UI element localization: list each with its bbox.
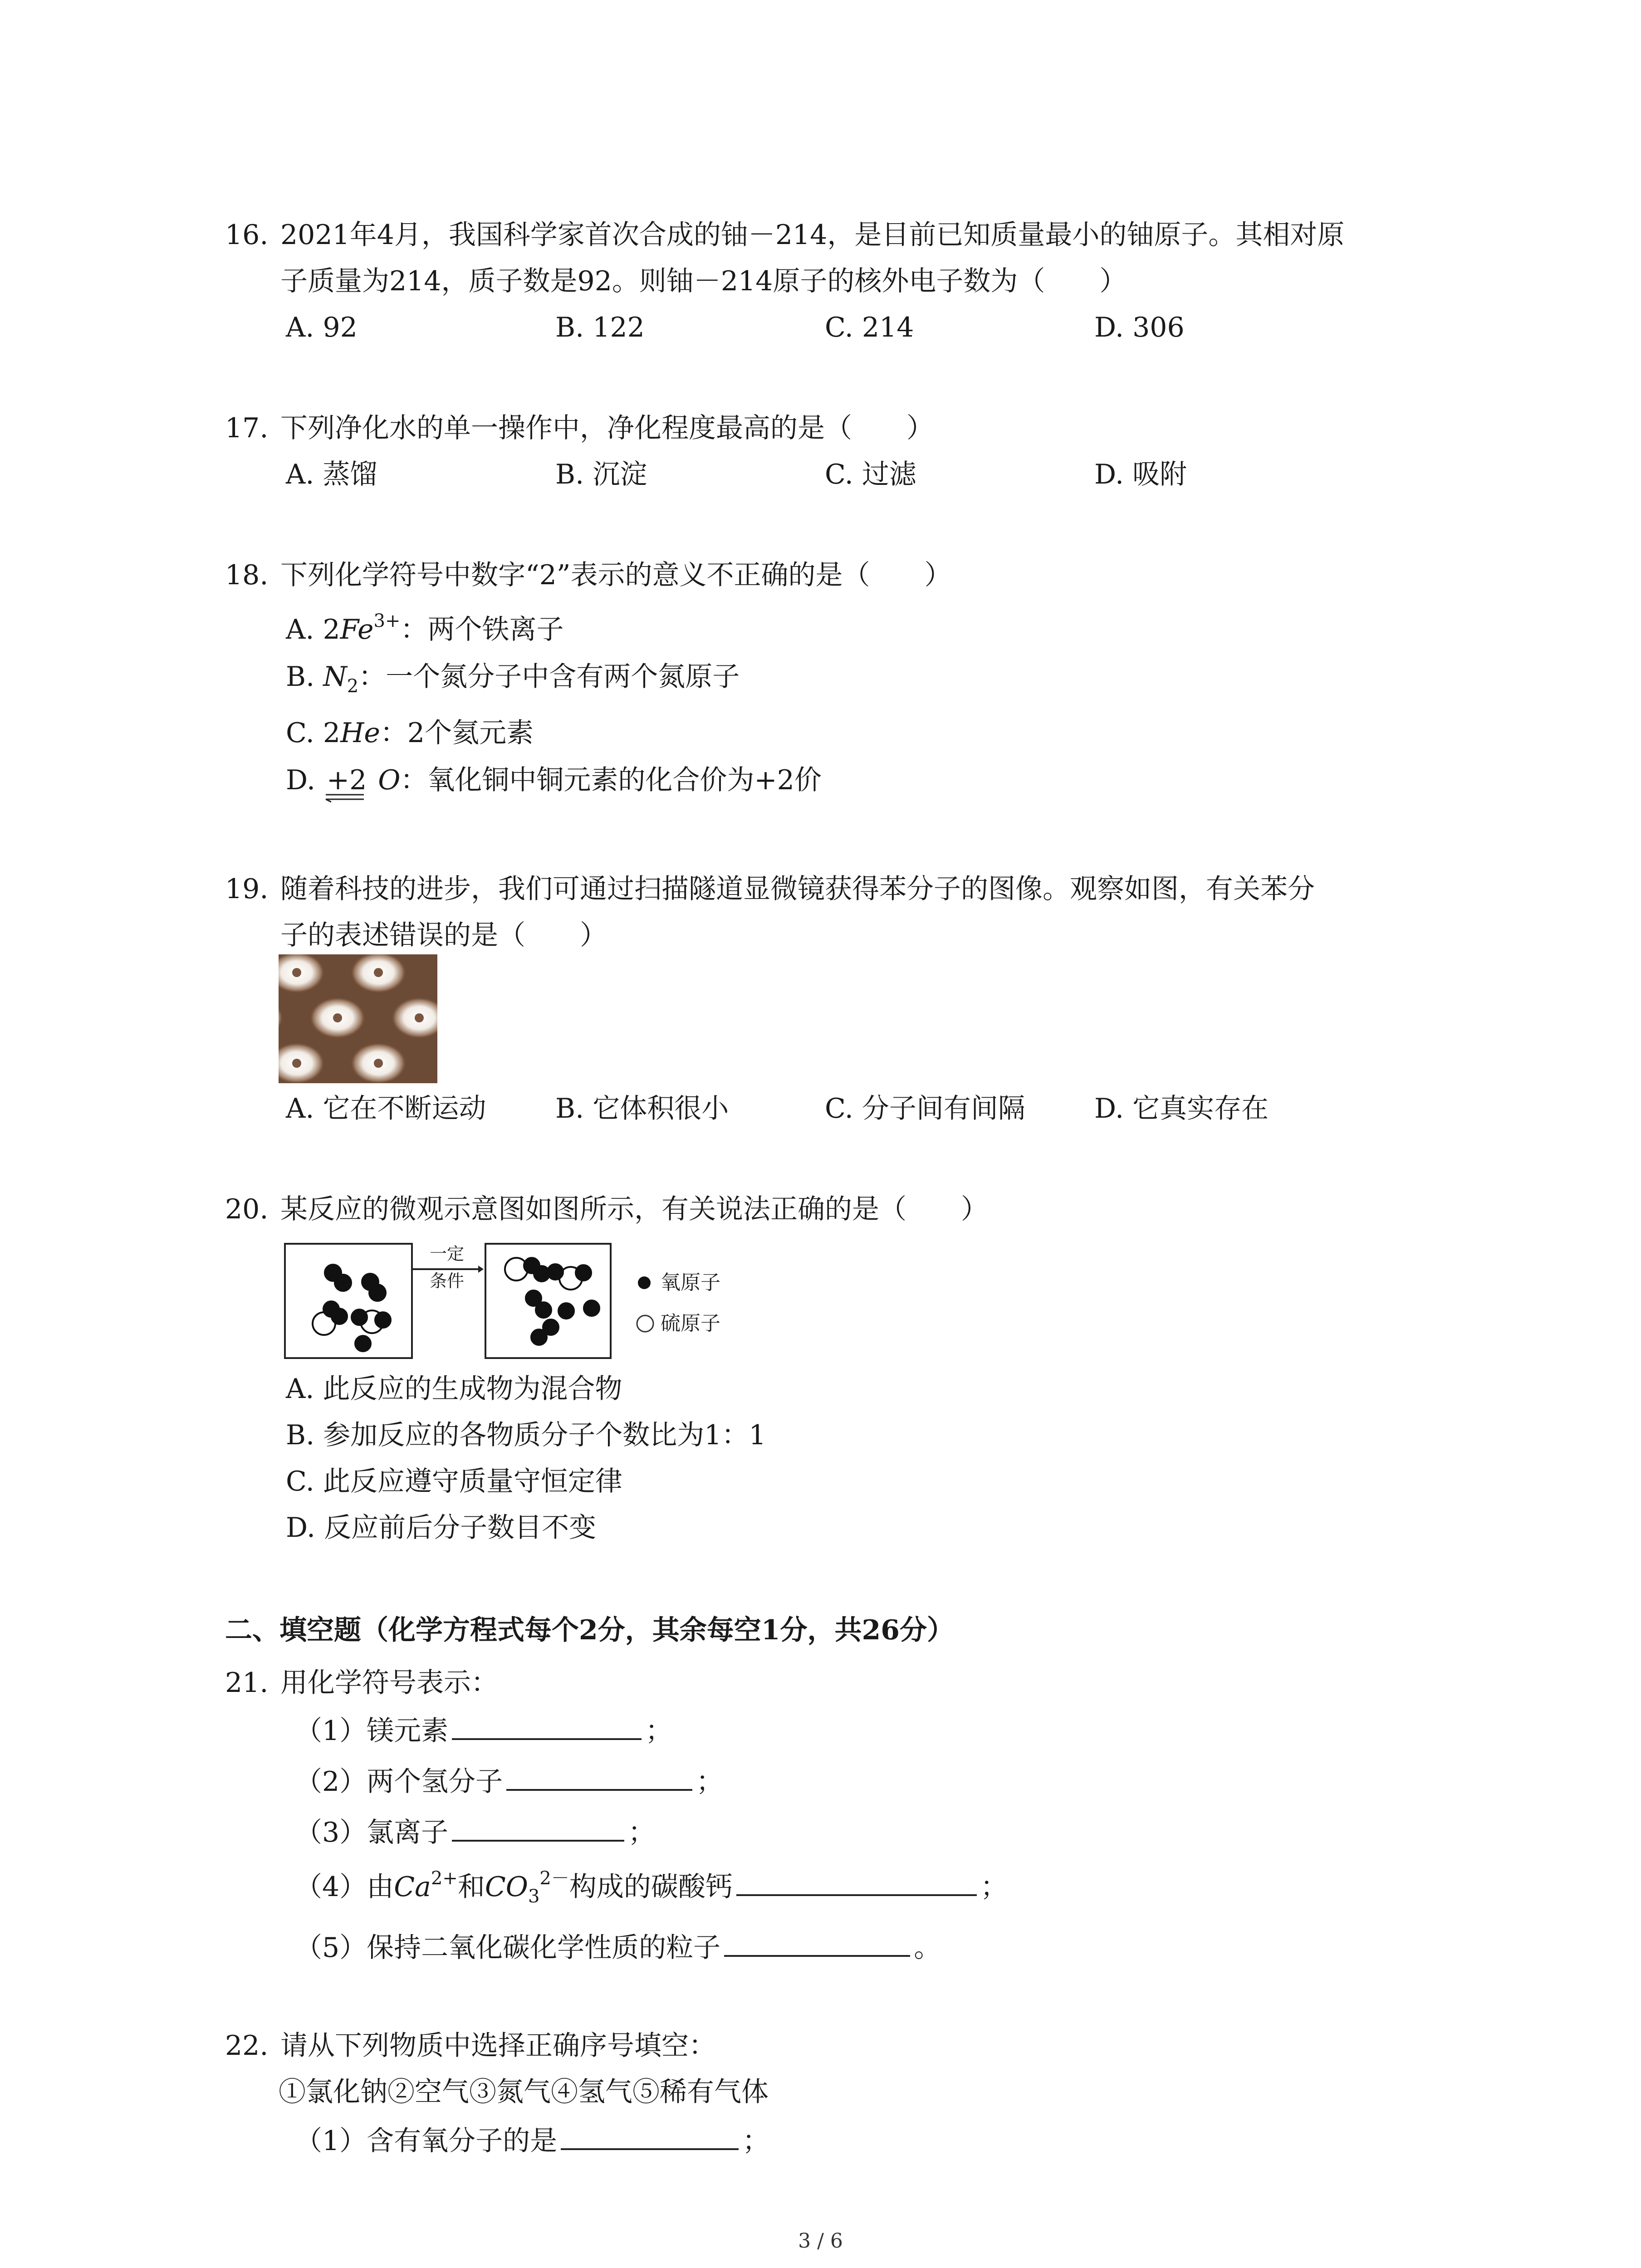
- product-molecules: [486, 1245, 610, 1357]
- q20-text: 某反应的微观示意图如图所示，有关说法正确的是（ ）: [280, 1193, 988, 1225]
- q17-option-d: D. 吸附: [1094, 459, 1187, 490]
- q18-c-prefix: C. 2: [286, 717, 341, 749]
- q21-sub-4: [295, 1867, 1008, 1905]
- q21-s2-blank[interactable]: [506, 1762, 692, 1791]
- q21-s3-label: （3）氯离子: [295, 1817, 449, 1848]
- section-2-heading: 二、填空题（化学方程式每个2分，其余每空1分，共26分）: [225, 1614, 954, 1646]
- q21-number: 21.: [225, 1667, 269, 1699]
- q21-s4-calcium-charge: 2+: [431, 1868, 458, 1889]
- q16-option-b: B. 122: [555, 312, 645, 343]
- q17-text: 下列净化水的单一操作中，净化程度最高的是（ ）: [280, 412, 934, 444]
- q22-s1-blank[interactable]: [561, 2121, 739, 2150]
- reactant-box: [284, 1243, 413, 1359]
- q18-d-valence-value: +2: [326, 764, 367, 796]
- q18-d-symbol: O: [378, 764, 401, 796]
- q20-option-a: A. 此反应的生成物为混合物: [286, 1373, 622, 1405]
- q18-a-charge: 3+: [373, 611, 401, 631]
- q19-option-d: D. 它真实存在: [1094, 1093, 1269, 1124]
- q18-b-subscript: 2: [347, 676, 359, 697]
- reactant-molecules: [286, 1245, 411, 1357]
- double-arrow-icon: [325, 792, 366, 803]
- q22-sub-1: [295, 2121, 769, 2159]
- q21-s4-carbonate-charge: 2－: [539, 1868, 569, 1889]
- q18-a-prefix: A. 2: [286, 614, 340, 645]
- q21-s5-blank[interactable]: [724, 1928, 910, 1957]
- q22-s1-label: （1）含有氧分子的是: [295, 2125, 558, 2157]
- q18-c-text: ：2个氦元素: [380, 717, 534, 749]
- q18-d-prefix: D.: [286, 764, 324, 796]
- q21-s1-label: （1）镁元素: [295, 1715, 449, 1747]
- q19-option-b: B. 它体积很小: [555, 1093, 729, 1124]
- q21-s1-blank[interactable]: [452, 1711, 642, 1740]
- q20-option-c: C. 此反应遵守质量守恒定律: [286, 1466, 622, 1497]
- q21-s2-label: （2）两个氢分子: [295, 1766, 503, 1798]
- q19-option-c: C. 分子间有间隔: [825, 1093, 1025, 1124]
- q21-s5-label: （5）保持二氧化碳化学性质的粒子: [295, 1932, 721, 1964]
- q21-s1-semicolon: ；: [645, 1715, 673, 1747]
- legend-sulfur-label: 硫原子: [661, 1312, 720, 1335]
- q19-number: 19.: [225, 873, 269, 905]
- q16-line2: 子质量为214，质子数是92。则铀－214原子的核外电子数为（ ）: [280, 265, 1127, 297]
- q16-line1: 2021年4月，我国科学家首次合成的铀－214，是目前已知质量最小的铀原子。其相对原: [280, 219, 1345, 251]
- q21-s4-prefix: （4）由: [295, 1871, 394, 1903]
- q18-text: 下列化学符号中数字“2”表示的意义不正确的是（ ）: [280, 559, 952, 591]
- q21-s5-period: 。: [914, 1932, 941, 1964]
- q16-number: 16.: [225, 219, 269, 251]
- legend-oxygen-label: 氧原子: [661, 1271, 720, 1294]
- q22-items: ①氯化钠②空气③氮气④氢气⑤稀有气体: [279, 2076, 769, 2108]
- q20-option-b: B. 参加反应的各物质分子个数比为1：1: [286, 1419, 766, 1451]
- q17-option-a: A. 蒸馏: [286, 459, 377, 490]
- q20-number: 20.: [225, 1193, 269, 1225]
- q22-text: 请从下列物质中选择正确序号填空：: [280, 2030, 716, 2062]
- q17-option-c: C. 过滤: [825, 459, 916, 490]
- q21-s4-carbonate: CO: [485, 1871, 528, 1903]
- q19-line2: 子的表述错误的是（ ）: [280, 919, 607, 951]
- q18-a-text: ：两个铁离子: [400, 614, 564, 645]
- q18-option-c: [286, 715, 534, 751]
- q21-s4-carbonate-subscript: 3: [528, 1886, 540, 1907]
- sulfur-atom-legend-icon: [635, 1314, 655, 1334]
- benzene-stm-image: [279, 954, 437, 1083]
- q21-s2-semicolon: ；: [696, 1766, 724, 1798]
- q18-option-d: [286, 762, 822, 798]
- arrow-condition-top: 一定: [429, 1244, 464, 1264]
- q18-b-text: ：一个氮分子中含有两个氮原子: [358, 661, 740, 693]
- q18-a-symbol: Fe: [340, 614, 374, 645]
- q18-d-text: ：氧化铜中铜元素的化合价为+2价: [400, 764, 822, 796]
- q21-sub-5: [295, 1928, 941, 1966]
- product-box: [485, 1243, 612, 1359]
- q21-sub-2: [295, 1762, 723, 1800]
- q21-s4-semicolon: ；: [980, 1871, 1008, 1903]
- q21-sub-3: [295, 1813, 655, 1851]
- q21-s3-semicolon: ；: [628, 1817, 656, 1848]
- q17-option-b: B. 沉淀: [555, 459, 647, 490]
- q21-s4-calcium: Ca: [394, 1871, 431, 1903]
- q22-number: 22.: [225, 2030, 269, 2062]
- q21-sub-1: [295, 1711, 672, 1749]
- q16-option-d: D. 306: [1094, 312, 1185, 343]
- q18-option-a: [286, 611, 563, 648]
- q22-s1-semicolon: ；: [742, 2125, 770, 2157]
- oxygen-atom-legend-icon: [635, 1274, 653, 1292]
- q18-option-b: [286, 659, 740, 695]
- q19-option-a: A. 它在不断运动: [286, 1093, 486, 1124]
- q18-number: 18.: [225, 559, 269, 591]
- q18-b-prefix: B.: [286, 661, 323, 693]
- arrow-condition-bottom: 条件: [429, 1271, 464, 1291]
- q21-s3-blank[interactable]: [452, 1813, 624, 1842]
- q18-b-symbol: N: [323, 661, 347, 693]
- q19-line1: 随着科技的进步，我们可通过扫描隧道显微镜获得苯分子的图像。观察如图，有关苯分: [280, 873, 1315, 905]
- page-number: 3 / 6: [798, 2229, 843, 2253]
- q16-option-a: A. 92: [286, 312, 358, 343]
- q18-d-valence: [324, 762, 369, 798]
- q21-text: 用化学符号表示：: [280, 1667, 498, 1699]
- q20-option-d: D. 反应前后分子数目不变: [286, 1512, 597, 1544]
- q17-number: 17.: [225, 412, 269, 444]
- q16-option-c: C. 214: [825, 312, 914, 343]
- q21-s4-and: 和: [457, 1871, 485, 1903]
- q21-s4-blank[interactable]: [736, 1867, 977, 1896]
- q18-c-symbol: He: [340, 717, 380, 749]
- q21-s4-suffix: 构成的碳酸钙: [569, 1871, 733, 1903]
